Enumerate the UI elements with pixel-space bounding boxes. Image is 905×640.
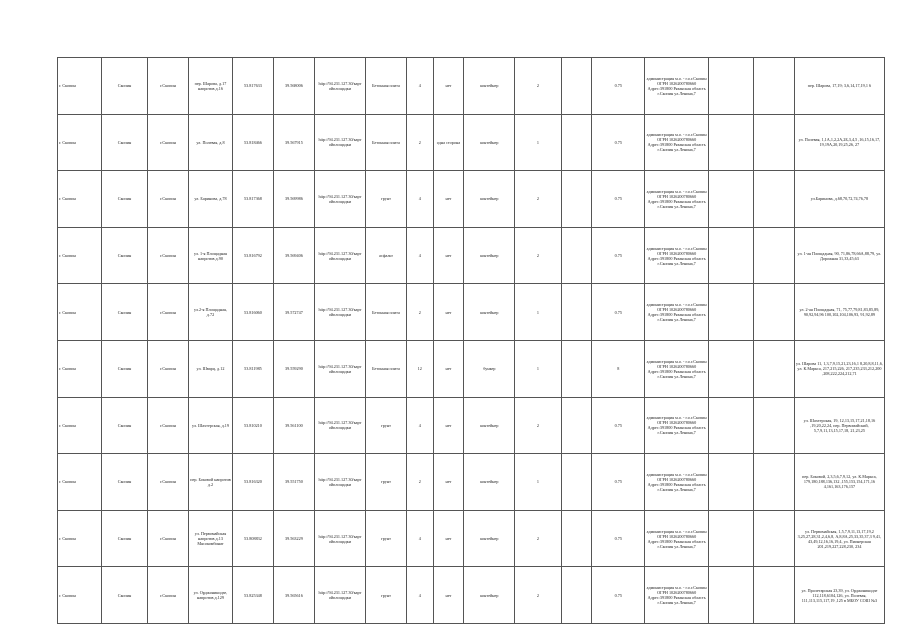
locality-cell: г.Скопин	[148, 454, 189, 511]
locality-cell: г.Скопин	[148, 567, 189, 624]
latitude-cell: 53.817368	[232, 171, 273, 228]
locality-cell: г.Скопин	[148, 171, 189, 228]
address-cell: ул. Первомайская напротив д.13 Мясокомбинат	[188, 510, 232, 567]
municipality-cell: г. Скопин	[58, 114, 102, 171]
container-count-cell: 1	[515, 284, 561, 341]
address-cell: ул. Полевая, д.8	[188, 114, 232, 171]
container-type-cell: контейнер	[464, 227, 515, 284]
latitude-cell: 53.811985	[232, 340, 273, 397]
area-cell: 2	[406, 454, 433, 511]
coverage-cell: нет	[433, 567, 464, 624]
container-type-cell: контейнер	[464, 58, 515, 115]
latitude-cell: 53.816792	[232, 227, 273, 284]
address-cell: ул. Баринова, д.78	[188, 171, 232, 228]
container-count-cell: 1	[515, 340, 561, 397]
empty-cell	[753, 58, 794, 115]
surface-cell: грунт	[366, 510, 407, 567]
empty-cell	[708, 510, 753, 567]
owner-cell: администрация м.о. - г.о.г.Скопин ОГРН 1026200780660 Адрес:391800 Рязанская область г.Скопин ул.Ленина,7	[645, 567, 708, 624]
surface-cell: асфальт	[366, 227, 407, 284]
coverage-cell: нет	[433, 284, 464, 341]
settlement-cell: Скопин	[102, 454, 148, 511]
area-cell: 4	[406, 227, 433, 284]
latitude-cell: 53.825348	[232, 567, 273, 624]
surface-cell: Бетонная плита	[366, 340, 407, 397]
owner-cell: администрация м.о. - г.о.г.Скопин ОГРН 1026200780660 Адрес:391800 Рязанская область г.Скопин ул.Ленина,7	[645, 454, 708, 511]
area-cell: 4	[406, 567, 433, 624]
owner-cell: администрация м.о. - г.о.г.Скопин ОГРН 1026200780660 Адрес:391800 Рязанская область г.Скопин ул.Ленина,7	[645, 510, 708, 567]
area-cell: 4	[406, 58, 433, 115]
table-row	[58, 227, 885, 284]
settlement-cell: Скопин	[102, 114, 148, 171]
owner-cell: администрация м.о. - г.о.г.Скопин ОГРН 1026200780660 Адрес:391800 Рязанская область г.Скопин ул.Ленина,7	[645, 227, 708, 284]
address-cell: пер. Шарова, д.17 напротив д.16	[188, 58, 232, 115]
locality-cell: г.Скопин	[148, 58, 189, 115]
empty-cell	[561, 227, 592, 284]
url-cell: http://94.231.127.30/карт ойплощадки	[314, 171, 365, 228]
longitude-cell: 39.569406	[273, 227, 314, 284]
volume-cell: 0.75	[592, 454, 645, 511]
empty-cell	[708, 171, 753, 228]
empty-cell	[708, 340, 753, 397]
url-cell: http://94.231.127.30/карт ойплощадки	[314, 340, 365, 397]
volume-cell: 0.75	[592, 284, 645, 341]
empty-cell	[561, 454, 592, 511]
address-cell: ул. Шахтерская, д.19	[188, 397, 232, 454]
container-count-cell: 2	[515, 58, 561, 115]
volume-cell: 0.75	[592, 58, 645, 115]
settlement-cell: Скопин	[102, 397, 148, 454]
container-count-cell: 2	[515, 567, 561, 624]
url-cell: http://94.231.127.30/карт ойплощадки	[314, 227, 365, 284]
empty-cell	[561, 340, 592, 397]
url-cell: http://94.231.127.30/карт ойплощадки	[314, 567, 365, 624]
volume-cell: 0.75	[592, 510, 645, 567]
empty-cell	[753, 397, 794, 454]
empty-cell	[753, 340, 794, 397]
locality-cell: г.Скопин	[148, 340, 189, 397]
coverage-cell: нет	[433, 454, 464, 511]
area-cell: 2	[406, 114, 433, 171]
container-count-cell: 2	[515, 227, 561, 284]
volume-cell: 8	[592, 340, 645, 397]
empty-cell	[561, 567, 592, 624]
empty-cell	[708, 227, 753, 284]
served-addresses-cell: ул. 1-ая Площадная, 90, 71,86,78,66А,88,79, ул. Дорожная 31,33,45,63	[794, 227, 884, 284]
served-addresses-cell: ул. Шарова 11, 1,3,7,9,15,21,23,16,1 8,20,8,8,11,6, ул. К.Маркса, 217,215,226, 217,235,233,212,200 ,208,222,224,212,71	[794, 340, 884, 397]
surface-cell: грунт	[366, 397, 407, 454]
area-cell: 4	[406, 397, 433, 454]
municipality-cell: г. Скопин	[58, 510, 102, 567]
settlement-cell: Скопин	[102, 227, 148, 284]
volume-cell: 0.75	[592, 397, 645, 454]
address-cell: ул. Орджоникидзе, напротив д.129	[188, 567, 232, 624]
settlement-cell: Скопин	[102, 340, 148, 397]
empty-cell	[753, 510, 794, 567]
address-cell: ул.2-я Площадная, д.72	[188, 284, 232, 341]
container-type-cell: контейнер	[464, 114, 515, 171]
municipality-cell: г. Скопин	[58, 227, 102, 284]
settlement-cell: Скопин	[102, 171, 148, 228]
served-addresses-cell: пер. Шарова, 17,19; 3,6,14,17,19,1 6	[794, 58, 884, 115]
area-cell: 4	[406, 171, 433, 228]
surface-cell: грунт	[366, 567, 407, 624]
coverage-cell: нет	[433, 397, 464, 454]
container-count-cell: 2	[515, 171, 561, 228]
owner-cell: администрация м.о. - г.о.г.Скопин ОГРН 1026200780660 Адрес:391800 Рязанская область г.Скопин ул.Ленина,7	[645, 397, 708, 454]
address-cell: пер. Боковой напротив д.2	[188, 454, 232, 511]
coverage-cell: одна сторона	[433, 114, 464, 171]
container-count-cell: 2	[515, 510, 561, 567]
longitude-cell: 39.561100	[273, 397, 314, 454]
empty-cell	[561, 397, 592, 454]
municipality-cell: г. Скопин	[58, 397, 102, 454]
served-addresses-cell: ул. Первомайская, 1,5,7,9,11,13,17,19,2 3,25,27,28,31,2,4,6,8, А,8,8А,25,33,35,37,3 9,41, 43,49,12,16,16,19,4, ул. Пионерская 201,219,227,228,230, 234	[794, 510, 884, 567]
empty-cell	[708, 567, 753, 624]
latitude-cell: 53.810210	[232, 397, 273, 454]
served-addresses-cell: ул.Баринова, д.68,70,72,74,76,78	[794, 171, 884, 228]
owner-cell: администрация м.о. - г.о.г.Скопин ОГРН 1026200780660 Адрес:391800 Рязанская область г.Скопин ул.Ленина,7	[645, 58, 708, 115]
surface-cell: Бетонная плита	[366, 58, 407, 115]
table-row	[58, 397, 885, 454]
address-cell: ул. 1-я Площадная напротив д.90	[188, 227, 232, 284]
empty-cell	[753, 567, 794, 624]
area-cell: 4	[406, 510, 433, 567]
municipality-cell: г. Скопин	[58, 58, 102, 115]
url-cell: http://94.231.127.30/карт ойплощадки	[314, 114, 365, 171]
coverage-cell: нет	[433, 510, 464, 567]
coverage-cell: нет	[433, 340, 464, 397]
longitude-cell: 39.559290	[273, 340, 314, 397]
url-cell: http://94.231.127.30/карт ойплощадки	[314, 454, 365, 511]
settlement-cell: Скопин	[102, 284, 148, 341]
container-count-cell: 1	[515, 454, 561, 511]
longitude-cell: 39.569986	[273, 171, 314, 228]
empty-cell	[561, 510, 592, 567]
container-count-cell: 2	[515, 397, 561, 454]
served-addresses-cell: ул. Шахтерская, 19, 12,13,15,17,21,18,16 ,19,20,22,24, пер. Первомайский, 5,7,9,11,13,15,17,18, 21,23,25	[794, 397, 884, 454]
owner-cell: администрация м.о. - г.о.г.Скопин ОГРН 1026200780660 Адрес:391800 Рязанская область г.Скопин ул.Ленина,7	[645, 340, 708, 397]
empty-cell	[753, 284, 794, 341]
settlement-cell: Скопин	[102, 510, 148, 567]
empty-cell	[753, 171, 794, 228]
empty-cell	[708, 454, 753, 511]
area-cell: 2	[406, 284, 433, 341]
coverage-cell: нет	[433, 227, 464, 284]
container-type-cell: контейнер	[464, 171, 515, 228]
served-addresses-cell: ул. Полевая, 1,1А,1,2,2А,2Б,3,4,5 ,16,15,16,17, 19,19А,20,19,25,26, 27	[794, 114, 884, 171]
municipality-cell: г. Скопин	[58, 567, 102, 624]
url-cell: http://94.231.127.30/карт ойплощадки	[314, 510, 365, 567]
locality-cell: г.Скопин	[148, 114, 189, 171]
empty-cell	[708, 114, 753, 171]
surface-cell: Бетонная плита	[366, 284, 407, 341]
latitude-cell: 53.816320	[232, 454, 273, 511]
empty-cell	[753, 114, 794, 171]
coverage-cell: нет	[433, 171, 464, 228]
longitude-cell: 39.551750	[273, 454, 314, 511]
latitude-cell: 53.816060	[232, 284, 273, 341]
surface-cell: грунт	[366, 454, 407, 511]
container-count-cell: 1	[515, 114, 561, 171]
coverage-cell: нет	[433, 58, 464, 115]
table-row	[58, 114, 885, 171]
empty-cell	[561, 58, 592, 115]
surface-cell: Бетонная плита	[366, 114, 407, 171]
longitude-cell: 39.572747	[273, 284, 314, 341]
served-addresses-cell: пер. Боковой, 2,3,5,6,7,9,12, ул. К.Маркса, 179,180,188,136,132 ,155,153,154,171,16 4,161,163,176,157	[794, 454, 884, 511]
latitude-cell: 53.818466	[232, 114, 273, 171]
spreadsheet-page	[57, 57, 905, 624]
served-addresses-cell: ул. 2-ая Площадная, 71, 75,77,79,81,83,85,89, 90,92,94,96 100,102,104,106,93, 91,92,89	[794, 284, 884, 341]
waste-sites-table	[57, 57, 885, 624]
municipality-cell: г. Скопин	[58, 284, 102, 341]
latitude-cell: 53.808832	[232, 510, 273, 567]
address-cell: ул. Шварц, д.12	[188, 340, 232, 397]
url-cell: http://94.231.127.30/карт ойплощадки	[314, 397, 365, 454]
empty-cell	[561, 171, 592, 228]
table-row	[58, 510, 885, 567]
latitude-cell: 53.817633	[232, 58, 273, 115]
table-row	[58, 58, 885, 115]
municipality-cell: г. Скопин	[58, 171, 102, 228]
volume-cell: 0.75	[592, 171, 645, 228]
url-cell: http://94.231.127.30/карт ойплощадки	[314, 58, 365, 115]
settlement-cell: Скопин	[102, 58, 148, 115]
container-type-cell: контейнер	[464, 567, 515, 624]
table-row	[58, 171, 885, 228]
table-row	[58, 340, 885, 397]
table-row	[58, 567, 885, 624]
volume-cell: 0.75	[592, 567, 645, 624]
owner-cell: администрация м.о. - г.о.г.Скопин ОГРН 1026200780660 Адрес:391800 Рязанская область г.Скопин ул.Ленина,7	[645, 171, 708, 228]
empty-cell	[561, 114, 592, 171]
table-row	[58, 284, 885, 341]
longitude-cell: 39.567915	[273, 114, 314, 171]
owner-cell: администрация м.о. - г.о.г.Скопин ОГРН 1026200780660 Адрес:391800 Рязанская область г.Скопин ул.Ленина,7	[645, 284, 708, 341]
locality-cell: г.Скопин	[148, 227, 189, 284]
volume-cell: 0.75	[592, 227, 645, 284]
locality-cell: г.Скопин	[148, 284, 189, 341]
empty-cell	[561, 284, 592, 341]
volume-cell: 0.75	[592, 114, 645, 171]
locality-cell: г.Скопин	[148, 510, 189, 567]
empty-cell	[708, 58, 753, 115]
municipality-cell: г. Скопин	[58, 340, 102, 397]
municipality-cell: г. Скопин	[58, 454, 102, 511]
surface-cell: грунт	[366, 171, 407, 228]
empty-cell	[708, 397, 753, 454]
served-addresses-cell: ул. Пролетарская 23,39, ул. Орджоникидзе 112,118,6104,126, ул. Полевая, 111,113,115,117,19 ,125 в МБОУ СОШ №3	[794, 567, 884, 624]
longitude-cell: 39.565616	[273, 567, 314, 624]
empty-cell	[708, 284, 753, 341]
table-row	[58, 454, 885, 511]
container-type-cell: контейнер	[464, 397, 515, 454]
container-type-cell: контейнер	[464, 454, 515, 511]
longitude-cell: 39.568006	[273, 58, 314, 115]
url-cell: http://94.231.127.30/карт ойплощадки	[314, 284, 365, 341]
settlement-cell: Скопин	[102, 567, 148, 624]
empty-cell	[753, 227, 794, 284]
owner-cell: администрация м.о. - г.о.г.Скопин ОГРН 1026200780660 Адрес:391800 Рязанская область г.Скопин ул.Ленина,7	[645, 114, 708, 171]
container-type-cell: контейнер	[464, 510, 515, 567]
longitude-cell: 39.563229	[273, 510, 314, 567]
container-type-cell: бункер	[464, 340, 515, 397]
container-type-cell: контейнер	[464, 284, 515, 341]
area-cell: 12	[406, 340, 433, 397]
locality-cell: г.Скопин	[148, 397, 189, 454]
empty-cell	[753, 454, 794, 511]
